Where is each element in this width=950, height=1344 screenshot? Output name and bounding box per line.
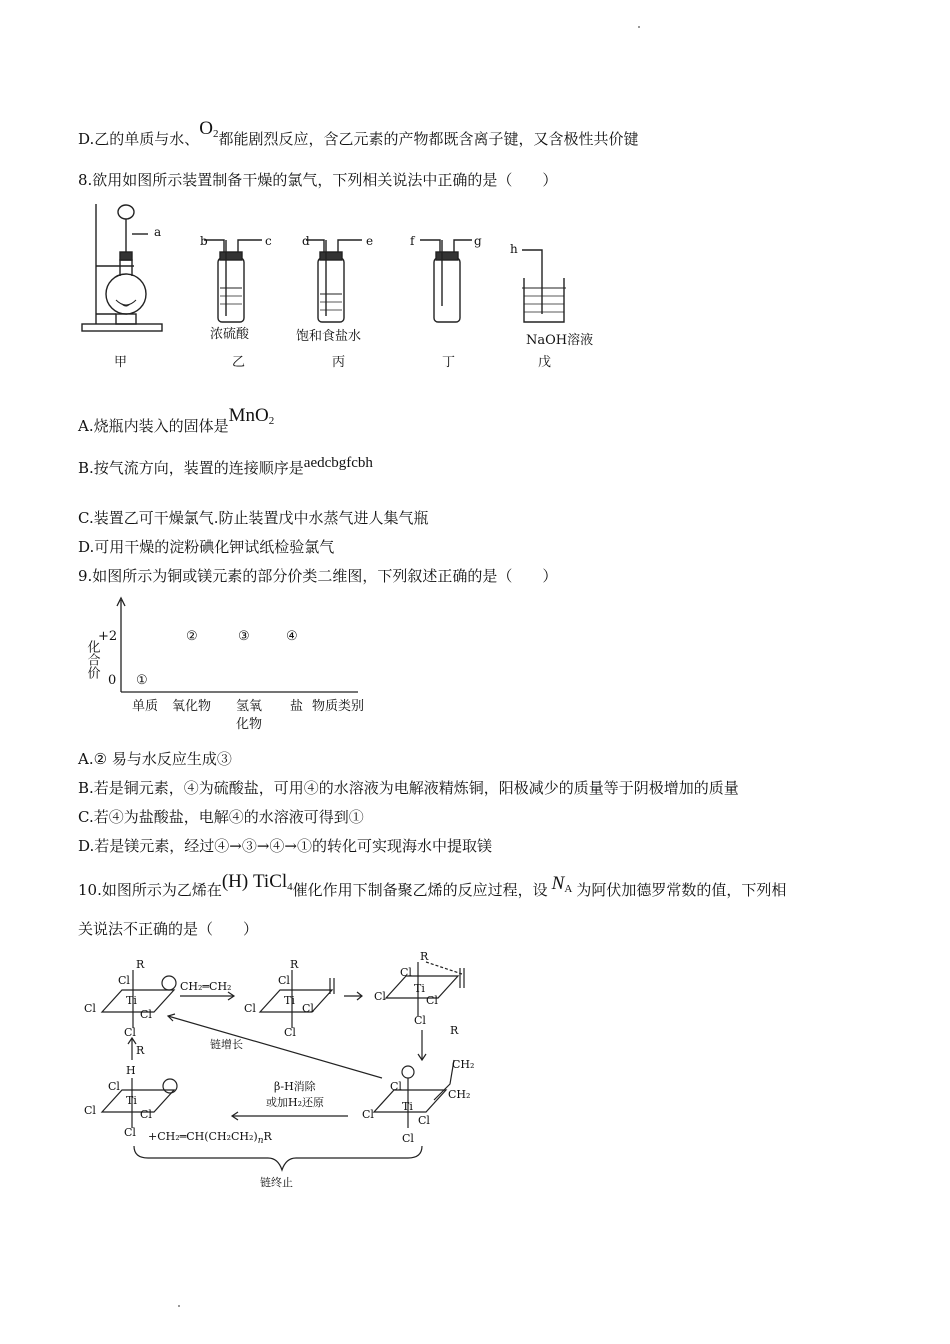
q8-letter-d: d bbox=[302, 234, 310, 248]
q8-stem: 8.欲用如图所示装置制备干燥的氯气，下列相关说法中正确的是（ ） bbox=[78, 171, 558, 189]
q10-c2-cl-top: Cl bbox=[278, 974, 290, 987]
q10-c3-cl-left: Cl bbox=[374, 990, 386, 1003]
q8-apparatus-figure bbox=[76, 196, 616, 376]
q10-chain-end: 链终止 bbox=[260, 1176, 293, 1189]
q10-c3-cl-right: Cl bbox=[426, 994, 438, 1007]
q10-c3-r: R bbox=[420, 950, 429, 963]
q9-y-axis-label: 化合价 bbox=[84, 640, 100, 679]
q10-c5-cl-bottom: Cl bbox=[124, 1126, 136, 1139]
q8-liquid-naoh: NaOH溶液 bbox=[526, 333, 594, 348]
q9-tick-0: 0 bbox=[108, 673, 117, 688]
q9-cat-hydroxide-2: 化物 bbox=[236, 717, 263, 732]
q10-ethylene: CH₂═CH₂ bbox=[180, 980, 232, 993]
q9-option-b: B.若是铜元素，④为硫酸盐，可用④的水溶液为电解液精炼铜，阳极减少的质量等于阴极增加的质量 bbox=[78, 779, 739, 797]
q10-c5-h: H bbox=[126, 1064, 136, 1077]
q8-letter-f: f bbox=[410, 234, 415, 248]
q7-option-d bbox=[78, 118, 639, 154]
q8-option-a: A.烧瓶内装入的固体是MnO$_2$ bbox=[78, 405, 275, 435]
q9-cat-hydroxide-1: 氢氧 bbox=[236, 699, 263, 714]
q10-c4-cl-right: Cl bbox=[418, 1114, 430, 1127]
q10-mechanism-figure bbox=[78, 950, 498, 1195]
q10-c1-cl-bottom: Cl bbox=[124, 1026, 136, 1039]
q7-d-prefix: D.乙的单质与水、 bbox=[78, 130, 200, 148]
q10-c4-cl-top: Cl bbox=[390, 1080, 402, 1093]
q10-c3-ti: Ti bbox=[414, 982, 425, 995]
q10-stem-line1: 10.如图所示为乙烯在(H) TiCl$_4$催化作用下制备聚乙烯的反应过程，设 $N_A$ 为阿伏加德罗常数的值，下列相 bbox=[78, 871, 787, 899]
q10-c1-cl-right: Cl bbox=[140, 1008, 152, 1021]
q8-name-bing: 丙 bbox=[332, 355, 346, 370]
q10-c2-ti: Ti bbox=[284, 994, 295, 1007]
q9-point-2: ② bbox=[186, 629, 198, 644]
q10-c4-r: R bbox=[450, 1024, 459, 1037]
q8-name-jia: 甲 bbox=[114, 355, 128, 370]
q9-point-3: ③ bbox=[238, 629, 250, 644]
q8-letter-a: a bbox=[154, 225, 162, 239]
q9-stem: 9.如图所示为铜或镁元素的部分价类二维图，下列叙述正确的是（ ） bbox=[78, 567, 558, 585]
q10-c1-r: R bbox=[136, 958, 145, 971]
q10-c4-ti: Ti bbox=[402, 1100, 413, 1113]
q10-c2-r: R bbox=[290, 958, 299, 971]
q8-letter-h: h bbox=[510, 242, 518, 256]
q9-cat-oxide: 氧化物 bbox=[172, 699, 212, 714]
q10-beta-h-2: 或加H₂还原 bbox=[266, 1096, 325, 1109]
q10-c4-ch2: CH₂ bbox=[448, 1088, 471, 1101]
q8-name-ding: 丁 bbox=[442, 355, 456, 370]
q8-sequence: aedcbgfcbh bbox=[303, 455, 373, 471]
q9-option-c: C.若④为盐酸盐，电解④的水溶液可得到① bbox=[78, 808, 364, 826]
q8-letter-e: e bbox=[366, 234, 374, 248]
q10-c5-cl-left: Cl bbox=[84, 1104, 96, 1117]
q9-point-1: ① bbox=[136, 673, 148, 688]
q10-c2-cl-left: Cl bbox=[244, 1002, 256, 1015]
q8-liquid-conc-h2so4: 浓硫酸 bbox=[210, 327, 250, 342]
q8-name-yi: 乙 bbox=[232, 355, 246, 370]
q9-cat-element: 单质 bbox=[132, 699, 159, 714]
scan-dot-bottom bbox=[178, 1305, 180, 1307]
q10-c1-cl-top: Cl bbox=[118, 974, 130, 987]
q8-mno2: MnO$_2$ bbox=[228, 405, 275, 427]
q8-name-wu: 戊 bbox=[538, 355, 552, 370]
q9-cat-salt: 盐 bbox=[290, 699, 304, 714]
q10-c2-cl-bottom: Cl bbox=[284, 1026, 296, 1039]
q10-c5-cl-right: Cl bbox=[140, 1108, 152, 1121]
q10-catalyst: (H) TiCl$_4$ bbox=[221, 871, 293, 893]
q8-liquid-brine: 饱和食盐水 bbox=[296, 329, 362, 344]
q8-letter-b: b bbox=[200, 234, 208, 248]
q9-tick-plus2: +2 bbox=[98, 629, 118, 644]
q10-product: $+CH_2═CH(CH_2CH_2)_nR$ bbox=[148, 1130, 272, 1146]
q10-c4-ch2-top: CH₂ bbox=[452, 1058, 475, 1071]
q7-d-o2: $O_2$ bbox=[199, 118, 219, 140]
scan-dot-top bbox=[638, 26, 640, 28]
q10-c4-cl-left: Cl bbox=[362, 1108, 374, 1121]
q8-option-c: C.装置乙可干燥氯气.防止装置戊中水蒸气进人集气瓶 bbox=[78, 509, 429, 527]
q8-option-d: D.可用干燥的淀粉碘化钾试纸检验氯气 bbox=[78, 538, 335, 556]
q10-stem-line2: 关说法不正确的是（ ） bbox=[78, 920, 259, 938]
q10-c4-cl-bottom: Cl bbox=[402, 1132, 414, 1145]
q10-c2-cl-right: Cl bbox=[302, 1002, 314, 1015]
q9-valence-chart bbox=[78, 594, 388, 738]
q10-c5-cl-top: Cl bbox=[108, 1080, 120, 1093]
q10-c1-cl-left: Cl bbox=[84, 1002, 96, 1015]
q10-c3-cl-bottom: Cl bbox=[414, 1014, 426, 1027]
q9-x-axis-label: 物质类别 bbox=[312, 699, 365, 714]
q10-na: $N_A$ bbox=[551, 873, 573, 895]
q9-option-a: A.② 易与水反应生成③ bbox=[78, 750, 232, 768]
q9-option-d: D.若是镁元素，经过④→③→④→①的转化可实现海水中提取镁 bbox=[78, 837, 492, 855]
q8-letter-g: g bbox=[474, 234, 482, 248]
q10-c3-cl-top: Cl bbox=[400, 966, 412, 979]
q9-point-4: ④ bbox=[286, 629, 298, 644]
q10-c1-ti: Ti bbox=[126, 994, 137, 1007]
q10-beta-h-1: β-H消除 bbox=[274, 1080, 316, 1093]
q10-c5-ti: Ti bbox=[126, 1094, 137, 1107]
q8-letter-c: c bbox=[265, 234, 272, 248]
q7-d-suffix: 都能剧烈反应，含乙元素的产物都既含离子键，又含极性共价键 bbox=[218, 130, 639, 148]
q10-chain-growth: 链增长 bbox=[210, 1038, 243, 1051]
q10-up-arrow-r: R bbox=[136, 1044, 145, 1057]
q8-option-b: B.按气流方向，装置的连接顺序是aedcbgfcbh bbox=[78, 455, 373, 477]
